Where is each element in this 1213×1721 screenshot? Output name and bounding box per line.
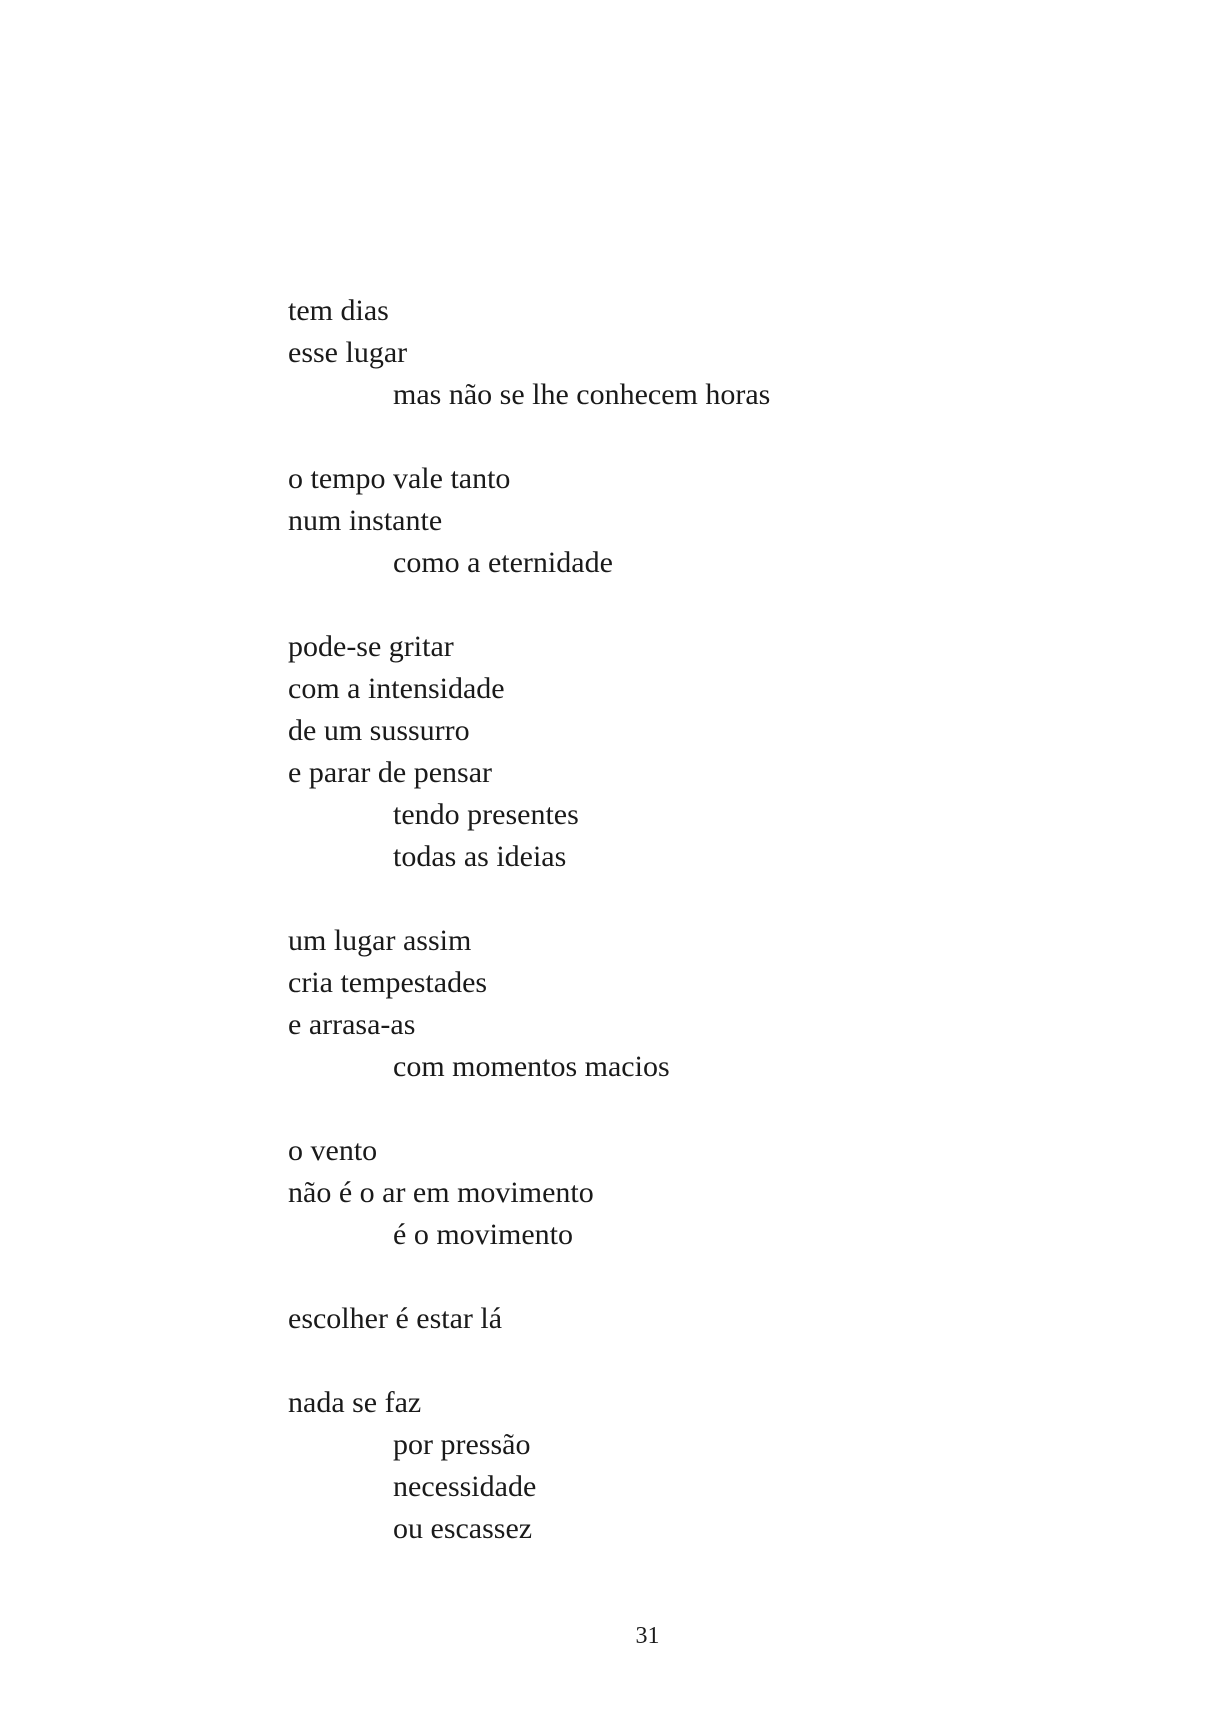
- poem-stanza: [288, 290, 1048, 416]
- poem-stanza: [288, 1298, 1048, 1340]
- poem-line: escolher é estar lá: [288, 1302, 503, 1335]
- page-number: 31: [635, 1623, 660, 1649]
- poem-line: ou escassez: [393, 1512, 533, 1545]
- poem-stanza: [288, 1382, 1048, 1550]
- poem-line: o tempo vale tanto: [288, 462, 511, 495]
- poem-line: nada se faz: [288, 1386, 422, 1419]
- poem-line: tem dias: [288, 294, 389, 327]
- poem-stanza: [288, 1130, 1048, 1256]
- poem-line: tendo presentes: [393, 798, 579, 831]
- poem-line: como a eternidade: [393, 546, 613, 579]
- poem-line: o vento: [288, 1134, 378, 1167]
- poem-line: um lugar assim: [288, 924, 472, 957]
- poem-line: é o movimento: [393, 1218, 573, 1251]
- poem-stanza: [288, 458, 1048, 584]
- poem-body: [288, 290, 1048, 1592]
- poem-line: pode-se gritar: [288, 630, 454, 663]
- poem-line: cria tempestades: [288, 966, 488, 999]
- poem-line: necessidade: [393, 1470, 537, 1503]
- poem-line: com a intensidade: [288, 672, 505, 705]
- poem-line: esse lugar: [288, 336, 408, 369]
- poem-line: e parar de pensar: [288, 756, 493, 789]
- poem-line: e arrasa-as: [288, 1008, 416, 1041]
- poem-stanza: [288, 626, 1048, 878]
- poem-line: num instante: [288, 504, 443, 537]
- poem-line: com momentos macios: [393, 1050, 670, 1083]
- poem-stanza: [288, 920, 1048, 1088]
- poem-line: por pressão: [393, 1428, 531, 1461]
- poem-line: não é o ar em movimento: [288, 1176, 594, 1209]
- poem-line: mas não se lhe conhecem horas: [393, 378, 771, 411]
- poem-line: de um sussurro: [288, 714, 470, 747]
- poem-line: todas as ideias: [393, 840, 567, 873]
